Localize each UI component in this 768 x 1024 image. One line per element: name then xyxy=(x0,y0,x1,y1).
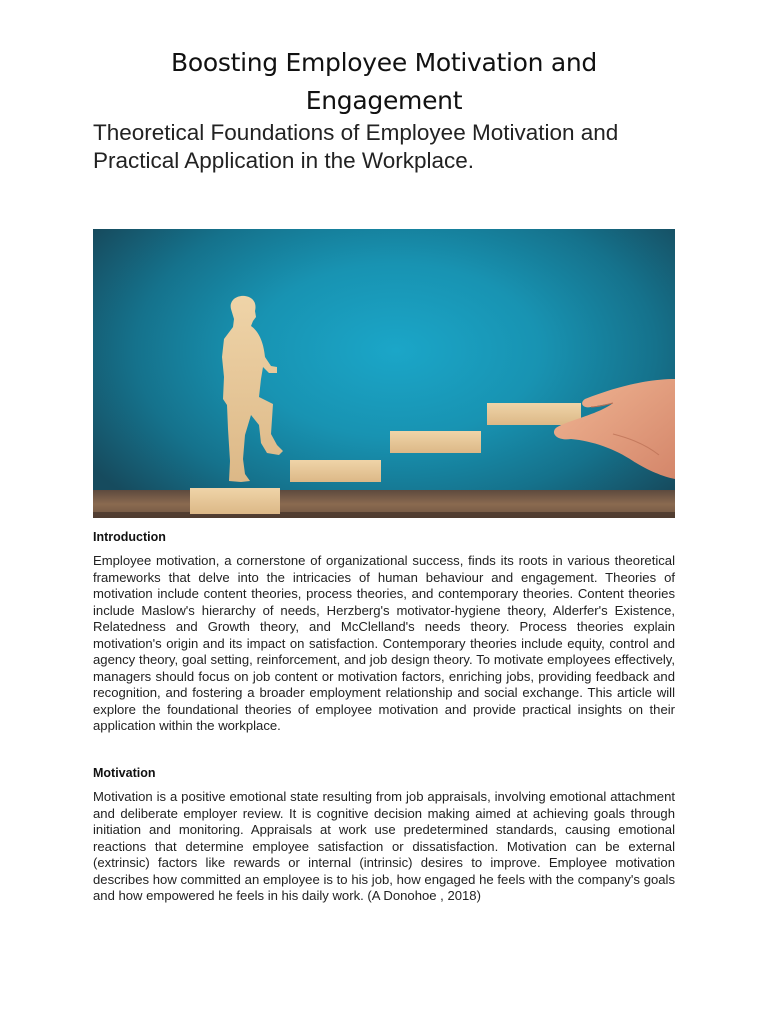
document-title: Boosting Employee Motivation and Engagement xyxy=(171,48,597,115)
stairs-illustration xyxy=(93,229,675,518)
section-body-introduction: Employee motivation, a cornerstone of organizational success, finds its roots in various theoretical frameworks that delve into the intricacies of human behaviour and engagement. Theories of motivation include content theories, process theories, and contemporary theories. Content theories include Maslow's hierarchy of needs, Herzberg's motivator-hygiene theory, Alderfer's Existence, Relatedness and Growth theory, and McClelland's needs theory. Process theories explain motivation's origin and its impact on satisfaction. Contemporary theories include equity, control and agency theory, goal setting, reinforcement, and job design theory. To motivate employees effectively, managers should focus on job content or motivation factors, enriching jobs, providing feedback and recognition, and fostering a broader employment relationship and social exchange. This article will explore the foundational theories of employee motivation and provide practical insights on their application within the workplace. xyxy=(93,553,675,733)
section-heading-motivation: Motivation xyxy=(93,766,156,780)
hero-image xyxy=(93,229,675,518)
document-subtitle: Theoretical Foundations of Employee Motivation and Practical Application in the Workplace. xyxy=(93,120,619,173)
section-body-motivation: Motivation is a positive emotional state resulting from job appraisals, involving emotional attachment and deliberate employer review. It is cognitive decision making aimed at achieving goals through initiation and monitoring. Appraisals at work use predetermined standards, causing emotional reactions that determine employee satisfaction or dissatisfaction. Motivation can be external (extrinsic) factors like rewards or internal (intrinsic) desires to improve. Employee motivation describes how committed an employee is to his job, how engaged he feels with the company's goals and how empowered he feels in his daily work. (A Donohoe , 2018) xyxy=(93,789,675,903)
section-heading-introduction: Introduction xyxy=(93,530,166,544)
